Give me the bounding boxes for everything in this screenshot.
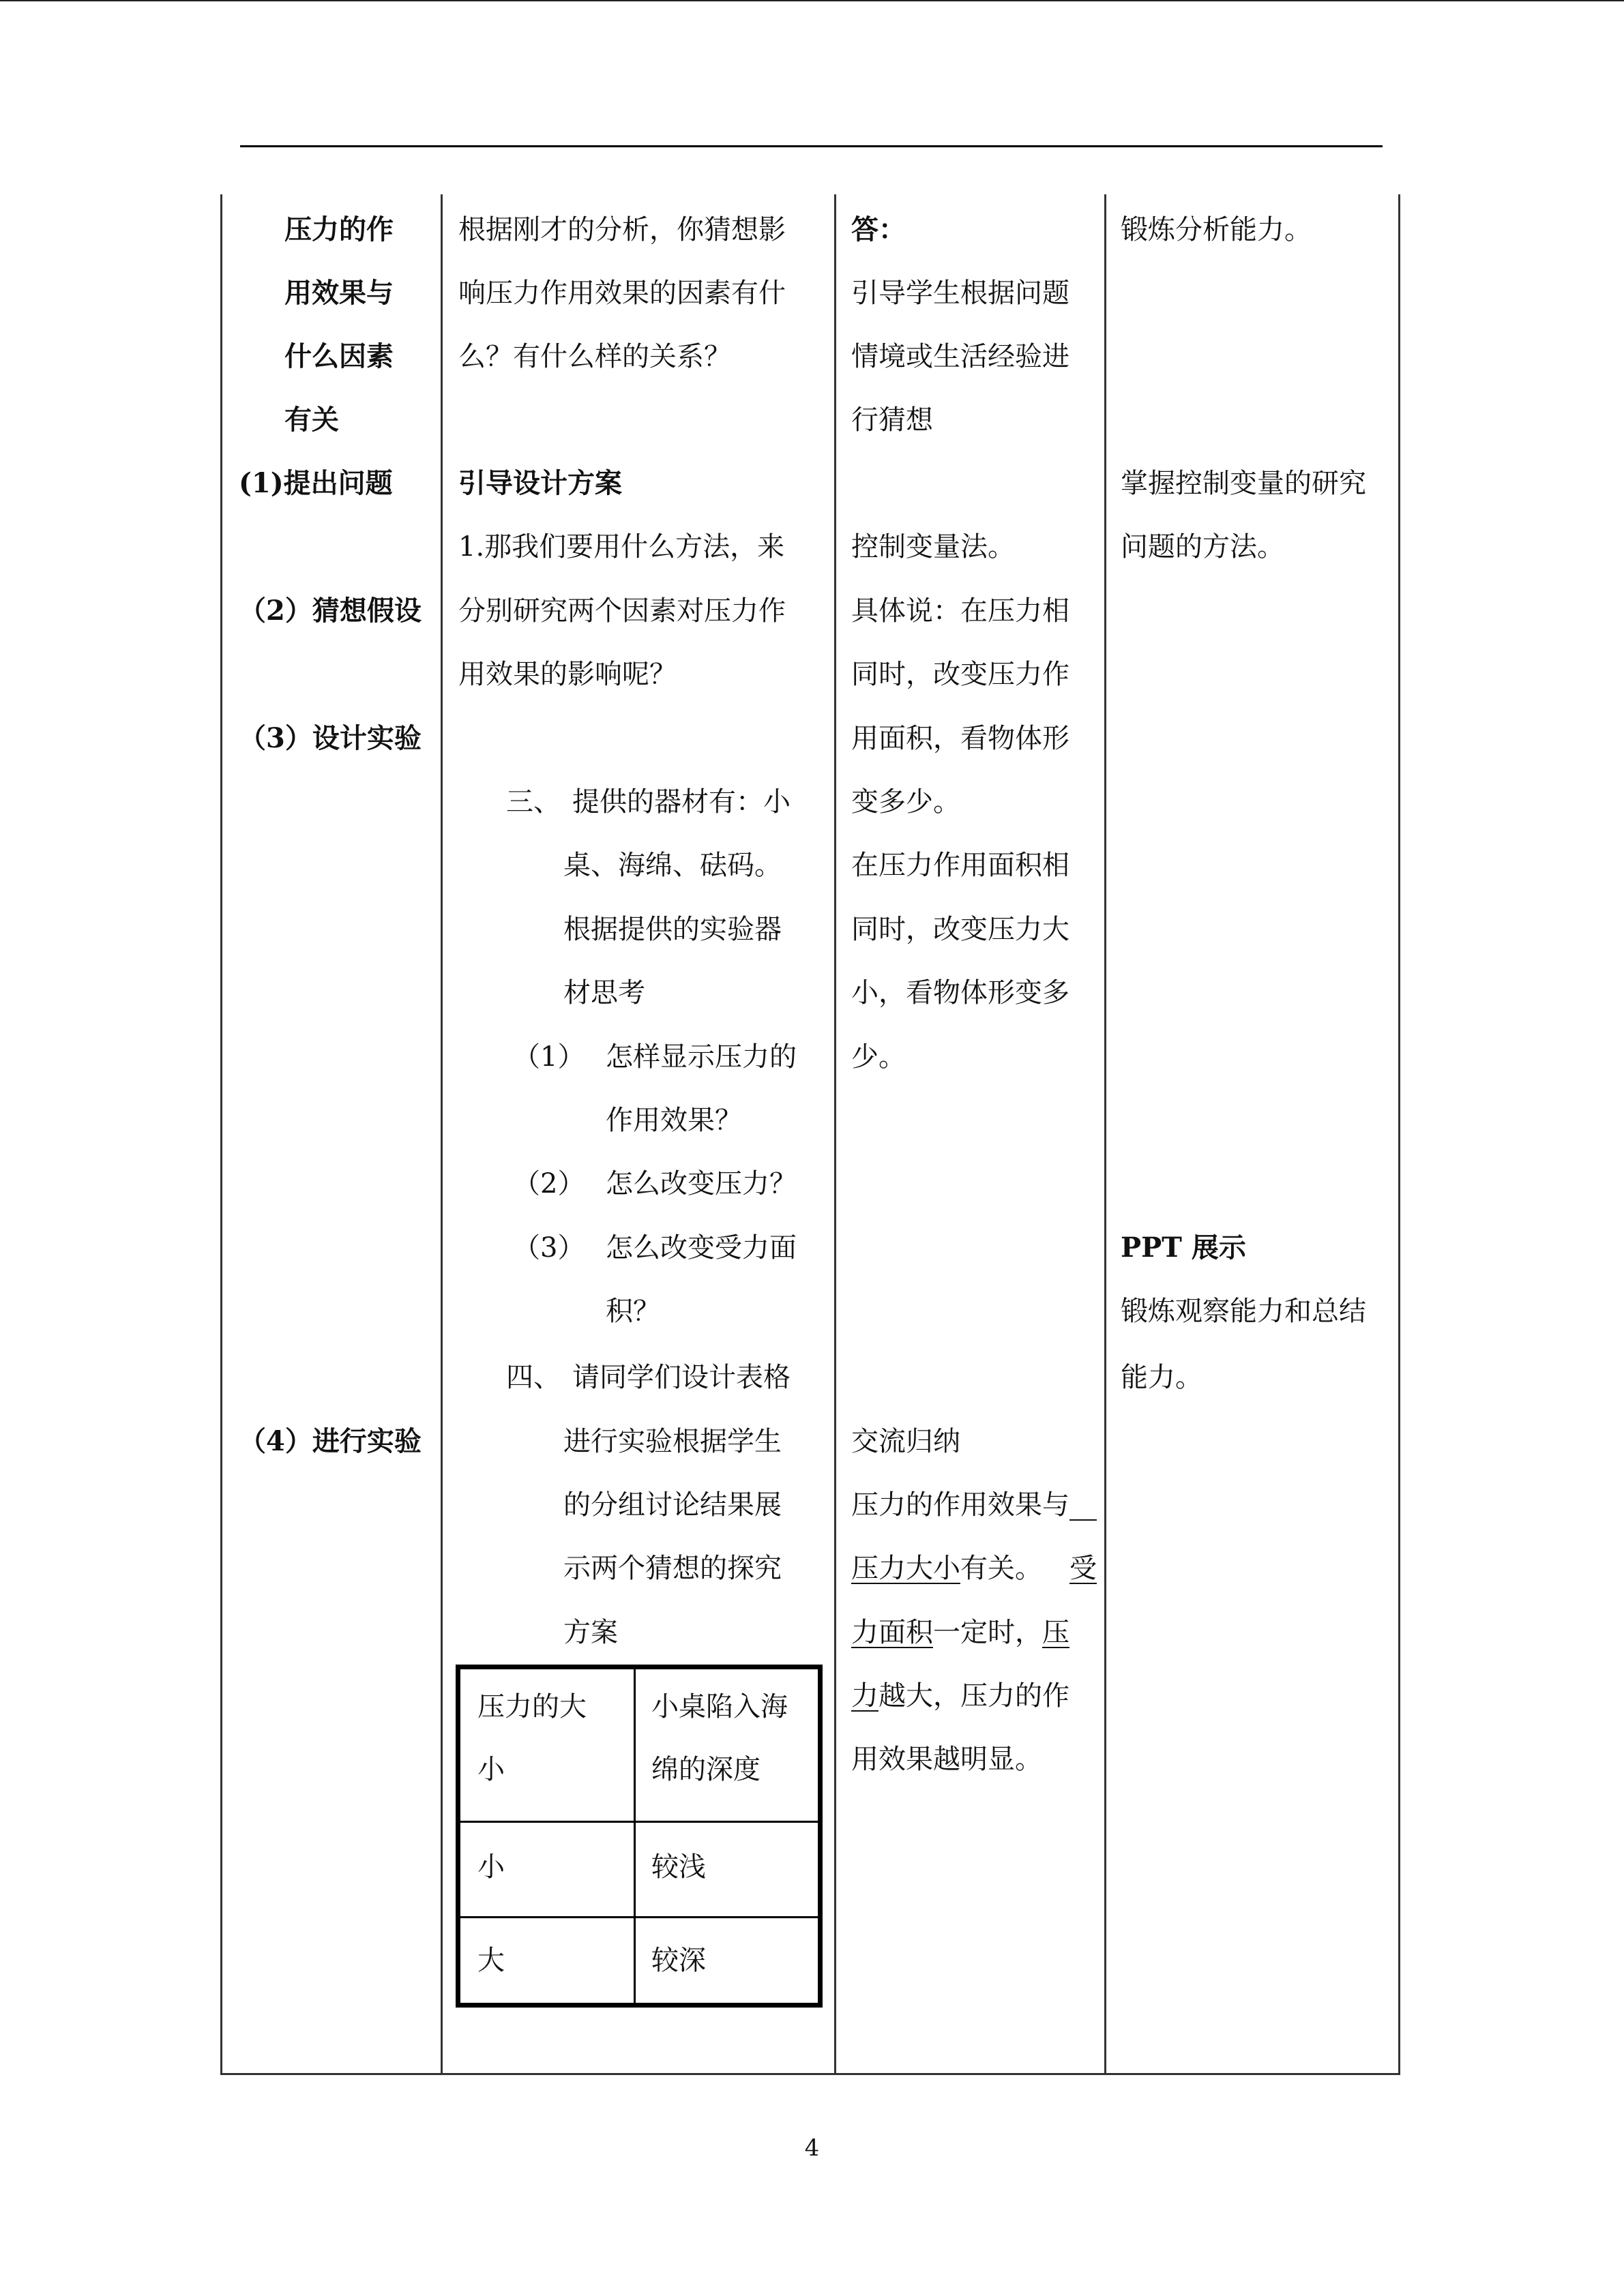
summary-text: 一定时， [933, 1617, 1042, 1648]
experiment-table [456, 1665, 823, 2008]
answer-line: 引导学生根据问题 [851, 278, 1069, 309]
summary-title: 交流归纳 [851, 1426, 960, 1457]
item-four-number: 四、 [506, 1362, 561, 1393]
item-three-line: 材思考 [563, 977, 645, 1009]
summary-text: 越大，压力的作 [879, 1680, 1069, 1712]
method-detail-line: 变多少。 [851, 786, 960, 818]
topic-line: 压力的作 [284, 213, 394, 245]
table-cell: 较深 [651, 1945, 706, 1976]
summary-underlined: 受 [1069, 1553, 1097, 1584]
experiment-table-row-divider [460, 1916, 818, 1918]
answer-line: 情境或生活经验进 [851, 341, 1069, 372]
table-cell: 较浅 [651, 1851, 706, 1883]
design-intent-observation: 锻炼观察能力和总结 [1121, 1296, 1366, 1327]
table-bottom-border [220, 2073, 1400, 2075]
sub-question-line: 作用效果？ [606, 1105, 742, 1136]
design-intent-analysis: 锻炼分析能力。 [1121, 214, 1312, 245]
table-divider-2 [834, 194, 836, 2075]
design-intent-observation: 能力。 [1121, 1362, 1202, 1393]
table-cell: 小 [477, 1851, 505, 1883]
summary-line [851, 1536, 1097, 1600]
sub-question-line: 积？ [606, 1296, 660, 1327]
sub-question-number: （2） [513, 1168, 585, 1199]
method-detail-line: 同时，改变压力作 [851, 659, 1069, 690]
sub-question-line: 怎么改变受力面 [606, 1232, 797, 1264]
summary-text: 有关。 [960, 1553, 1042, 1584]
table-header-cell: 小桌陷入海 [651, 1691, 788, 1723]
item-four-line: 方案 [563, 1617, 618, 1648]
item-three-line: 根据提供的实验器 [563, 914, 782, 945]
method-detail-line: 用面积，看物体形 [851, 723, 1069, 754]
question-line: 用效果的影响呢？ [458, 659, 677, 690]
method-detail-line: 同时，改变压力大 [851, 914, 1069, 945]
step-design-experiment: （3）设计实验 [239, 722, 422, 754]
answer-label: 答： [851, 213, 906, 245]
page-top-border [0, 0, 1624, 1]
table-divider-3 [1104, 194, 1106, 2075]
sub-question-line: 怎么改变压力？ [606, 1168, 797, 1199]
summary-line [851, 1664, 1069, 1728]
table-header-cell: 绵的深度 [651, 1754, 761, 1785]
table-right-border [1398, 194, 1400, 2075]
item-four-line: 示两个猜想的探究 [563, 1553, 782, 1584]
summary-underlined: 力 [851, 1680, 879, 1712]
step-hypothesis: （2）猜想假设 [239, 595, 422, 627]
teacher-intro-line: 么？有什么样的关系？ [458, 341, 731, 372]
item-three-number: 三、 [506, 786, 561, 818]
step-propose-question: (1)提出问题 [239, 467, 393, 499]
table-cell: 大 [477, 1945, 505, 1976]
item-four-line: 请同学们设计表格 [572, 1362, 791, 1393]
item-four-line: 的分组讨论结果展 [563, 1489, 782, 1521]
table-header-cell: 压力的大 [477, 1691, 587, 1723]
sub-question-number: （1） [513, 1041, 585, 1073]
page-number: 4 [804, 2134, 820, 2162]
item-three-line: 提供的器材有：小 [572, 786, 791, 818]
header-rule [240, 145, 1383, 147]
teacher-intro-line: 根据刚才的分析，你猜想影 [458, 214, 786, 245]
table-header-cell: 小 [477, 1754, 505, 1785]
design-intent-control-variable: 问题的方法。 [1121, 531, 1284, 563]
summary-underlined: 力面积 [851, 1617, 933, 1648]
method-detail-line: 少。 [851, 1041, 906, 1073]
step-conduct-experiment: （4）进行实验 [239, 1425, 422, 1457]
teacher-intro-line: 响压力作用效果的因素有什 [458, 278, 786, 309]
summary-underlined: 压力大小 [851, 1553, 960, 1584]
experiment-table-row-divider [460, 1821, 818, 1823]
summary-blank [1069, 1489, 1097, 1521]
topic-line: 有关 [284, 404, 339, 436]
design-intent-control-variable: 掌握控制变量的研究 [1121, 468, 1366, 499]
method-detail-line: 小，看物体形变多 [851, 977, 1069, 1009]
topic-line: 什么因素 [284, 340, 394, 372]
guide-heading: 引导设计方案 [458, 467, 622, 499]
question-line: 分别研究两个因素对压力作 [458, 595, 786, 627]
question-line: 1.那我们要用什么方法，来 [458, 531, 785, 563]
table-divider-1 [441, 194, 443, 2075]
answer-line: 行猜想 [851, 404, 933, 436]
summary-line: 用效果越明显。 [851, 1744, 1042, 1775]
item-four-line: 进行实验根据学生 [563, 1426, 782, 1457]
summary-underlined: 压 [1042, 1617, 1069, 1648]
summary-line [851, 1473, 1097, 1537]
summary-line [851, 1600, 1069, 1665]
experiment-table-column-divider [634, 1669, 636, 2003]
method-detail-line: 具体说：在压力相 [851, 595, 1069, 627]
item-three-line: 桌、海绵、砝码。 [563, 850, 782, 881]
method-text: 控制变量法。 [851, 531, 1015, 563]
topic-line: 用效果与 [284, 277, 394, 309]
method-detail-line: 在压力作用面积相 [851, 850, 1069, 881]
sub-question-line: 怎样显示压力的 [606, 1041, 797, 1073]
ppt-display-label: PPT 展示 [1121, 1232, 1246, 1264]
table-left-border [220, 194, 222, 2075]
sub-question-number: （3） [513, 1232, 585, 1264]
summary-text: 压力的作用效果与 [851, 1489, 1069, 1521]
